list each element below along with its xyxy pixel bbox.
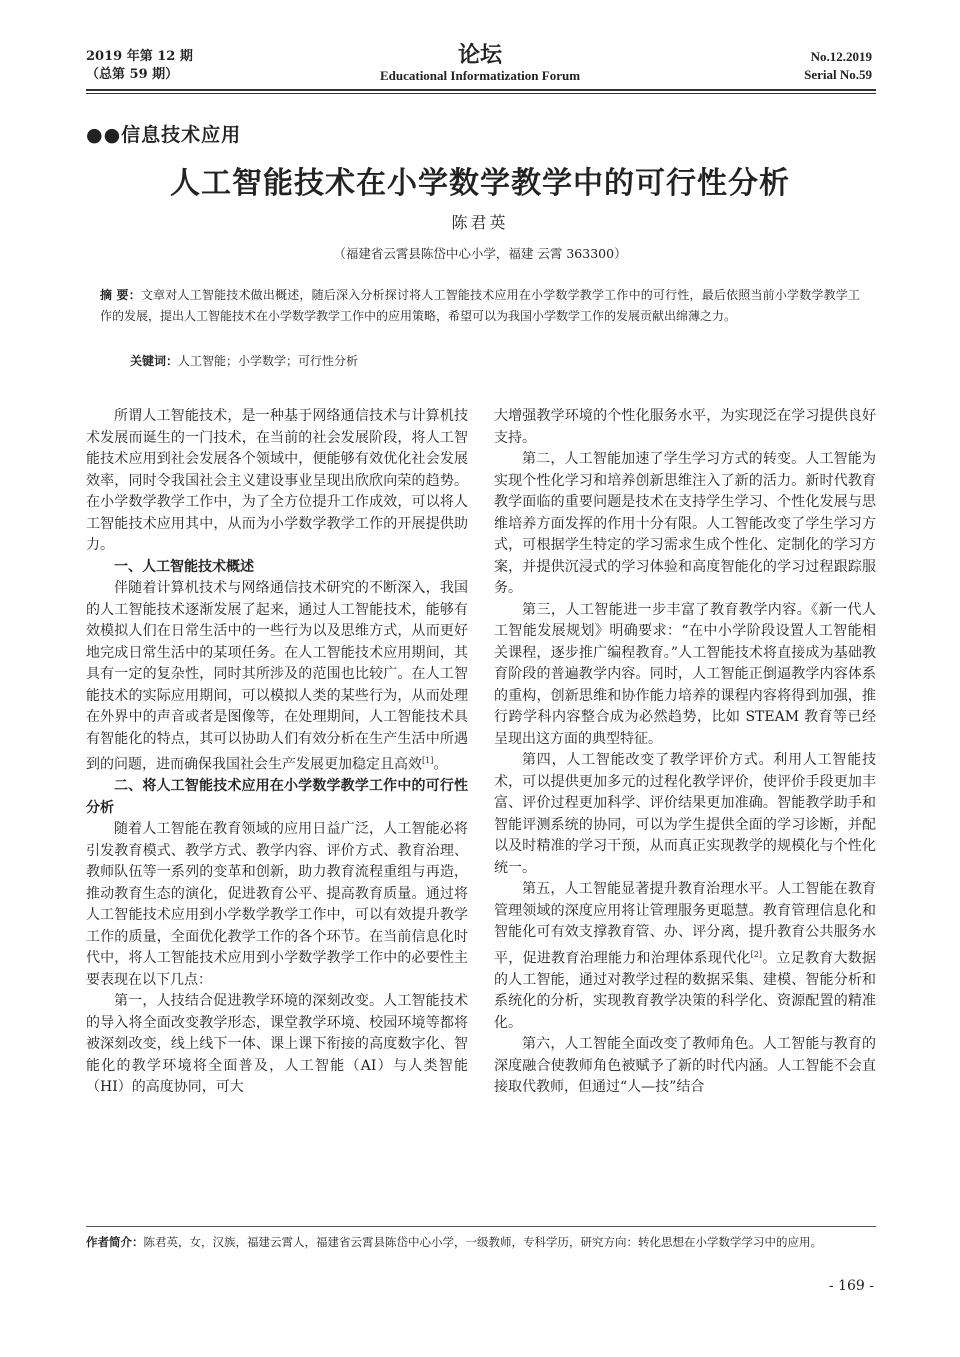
issue-number-en: No.12.2019 xyxy=(810,49,872,64)
keywords xyxy=(130,352,358,369)
header-rule-thin xyxy=(86,93,876,94)
header-rule-thick xyxy=(86,89,876,91)
citation-ref: [1] xyxy=(422,756,434,765)
paragraph-text: 伴随着计算机技术与网络通信技术研究的不断深入，我国的人工智能技术逐渐发展了起来，通过人工智能技术，能够有效模拟人们在日常生活中的一些行为以及思维方式，从而更好地完成日常生活中的某项任务。在人工智能技术应用期间，其具有一定的复杂性，同时其所涉及的范围也比较广。在人工智能技术的实际应用期间，可以模拟人类的某些行为，从而处理在外界中的声音或者是图像等，在处理期间，人工智能技术具有智能化的特点，其可以协助人们有效分析在生产生活中所遇到的问题，进而确保我国社会生产发展更加稳定且高效 xyxy=(86,580,468,773)
paragraph xyxy=(494,879,876,1034)
abstract xyxy=(100,285,860,327)
footnote-rule xyxy=(86,1226,876,1227)
right-column xyxy=(494,406,876,1214)
author-affiliation: （福建省云霄县陈岱中心小学，福建 云霄 363300） xyxy=(333,246,627,261)
paragraph-text: 第五，人工智能显著提升教育治理水平。人工智能在教育管理领域的深度应用将让管理服务更聪慧。教育管理信息化和智能化可有效支撑教育管、办、评分离，提升教育公共服务水平，促进教育治理能力和治理体系现代化 xyxy=(494,881,876,967)
paragraph: 所谓人工智能技术，是一种基于网络通信技术与计算机技术发展而诞生的一门技术，在当前的社会发展阶段，将人工智能技术应用到社会发展各个领域中，便能够有效优化社会发展效率，同时令我国社会主义建设事业呈现出欣欣向荣的趋势。在小学数学教学工作中，为了全方位提升工作成效，可以将人工智能技术应用其中，从而为小学数学教学工作的开展提供助力。 xyxy=(86,408,468,553)
paragraph-end: 。立足教育大数据的人工智能，通过对教学过程的数据采集、建模、智能分析和系统化的分析，实现教育教学决策的科学化、资源配置的精准化。 xyxy=(494,950,876,1031)
section-tag: ●●信息技术应用 xyxy=(86,124,242,146)
paragraph: 第六，人工智能全面改变了教师角色。人工智能与教育的深度融合使教师角色被赋予了新的时代内涵。人工智能不会直接取代教师，但通过“人—技”结合 xyxy=(494,1036,876,1096)
issue-serial: （总第 59 期） xyxy=(86,67,179,82)
paragraph: 第一，人技结合促进教学环境的深刻改变。人工智能技术的导入将全面改变教学形态，课堂教学环境、校园环境等都将被深刻改变，线上线下一体、课上课下衔接的高度数字化、智能化的教学环境将全面普及，人工智能（AI）与人类智能（HI）的高度协同，可大 xyxy=(86,993,468,1096)
keywords-text: 人工智能；小学数学；可行性分析 xyxy=(178,354,359,368)
left-column xyxy=(86,406,468,1214)
paragraph: 第四，人工智能改变了教学评价方式。利用人工智能技术，可以提供更加多元的过程化教学评价，使评价手段更加丰富、评价过程更加科学、评价结果更加准确。智能教学助手和智能评测系统的协同，可以为学生提供全面的学习诊断，并配以及时精准的学习干预，从而真正实现教学的规模化与个性化统一。 xyxy=(494,752,876,876)
author-bio-text: 陈君英，女，汉族，福建云霄人，福建省云霄县陈岱中心小学，一级教师，专科学历，研究方向：转化思想在小学数学学习中的应用。 xyxy=(143,1235,822,1249)
section-heading-1: 一、人工智能技术概述 xyxy=(114,558,254,575)
article-title: 人工智能技术在小学数学教学中的可行性分析 xyxy=(170,166,790,201)
abstract-text: 文章对人工智能技术做出概述，随后深入分析探讨将人工智能技术应用在小学数学教学工作中的可行性，最后依照当前小学数学教学工作的发展，提出人工智能技术在小学数学教学工作中的应用策略，希望可以为我国小学数学工作的发展贡献出绵薄之力。 xyxy=(100,288,860,323)
paragraph: 随着人工智能在教育领域的应用日益广泛，人工智能必将引发教育模式、教学方式、教学内容、评价方式、教育治理、教师队伍等一系列的变革和创新，助力教育流程重组与再造，推动教育生态的演化，促进教育公平、提高教育质量。通过将人工智能技术应用到小学数学教学工作中，可以有效提升教学工作的质量，全面优化教学工作的各个环节。在当前信息化时代中，将人工智能技术应用到小学数学教学工作中的必要性主要表现在以下几点： xyxy=(86,821,468,988)
paragraph: 大增强教学环境的个性化服务水平，为实现泛在学习提供良好支持。 xyxy=(494,408,876,446)
author-bio-label: 作者简介： xyxy=(86,1235,144,1249)
page-number: - 169 - xyxy=(828,1278,874,1294)
journal-logo: 论坛 xyxy=(457,43,502,68)
issue-number: 2019 年第 12 期 xyxy=(86,49,193,64)
section-heading-2: 二、将人工智能技术应用在小学数学教学工作中的可行性分析 xyxy=(86,778,468,816)
journal-name: Educational Informatization Forum xyxy=(379,68,581,83)
keywords-label: 关键词： xyxy=(130,354,179,368)
issue-info-en xyxy=(804,48,872,84)
author-bio xyxy=(86,1234,886,1250)
author-name: 陈君英 xyxy=(451,213,509,232)
abstract-label: 摘 要： xyxy=(100,288,141,302)
paragraph: 第二，人工智能加速了学生学习方式的转变。人工智能为实现个性化学习和培养创新思维注入了新的活力。新时代教育教学面临的重要问题是技术在支持学生学习、个性化发展与思维培养方面发挥的作用十分有限。人工智能改变了学生学习方式，可根据学生特定的学习需求生成个性化、定制化的学习方案，并提供沉浸式的学习体验和高度智能化的学习过程跟踪服务。 xyxy=(494,451,876,596)
paragraph xyxy=(86,578,468,776)
citation-ref: [2] xyxy=(750,949,762,959)
issue-serial-en: Serial No.59 xyxy=(804,67,872,82)
paragraph-end: 。 xyxy=(433,756,448,773)
paragraph: 第三，人工智能进一步丰富了教育教学内容。《新一代人工智能发展规划》明确要求：“在中小学阶段设置人工智能相关课程，逐步推广编程教育。”人工智能技术将直接成为基础教育阶段的普遍教学内容。同时，人工智能正倒逼教学内容体系的重构，创新思维和协作能力培养的课程内容将得到加强，推行跨学科内容整合成为必然趋势，比如 STEAM 教育等已经呈现出这方面的典型特征。 xyxy=(494,601,876,747)
